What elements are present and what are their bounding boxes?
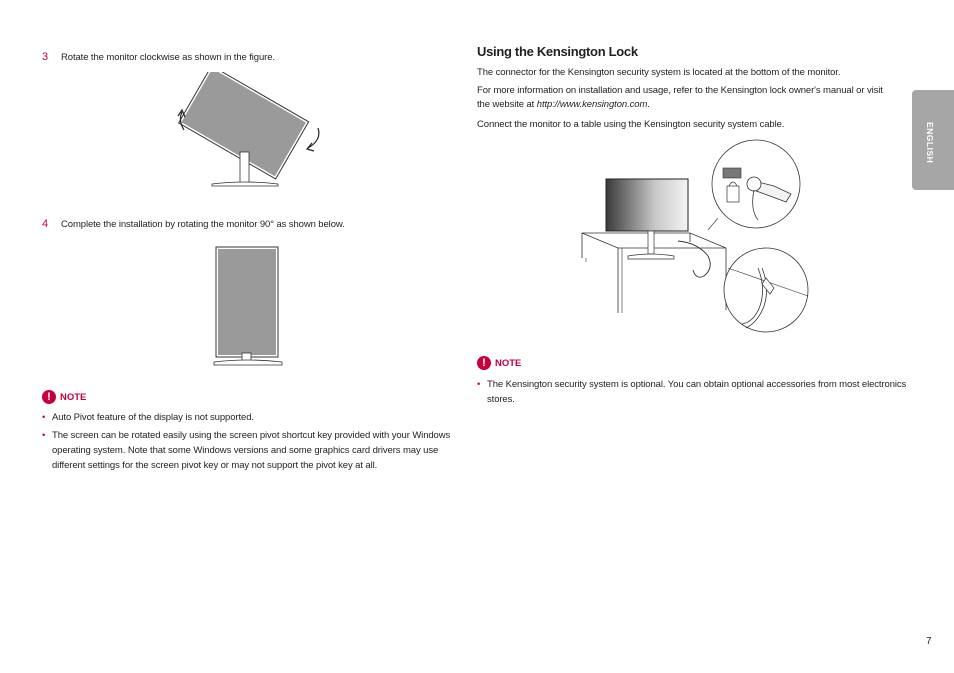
- alert-icon: !: [42, 390, 56, 404]
- paragraph-connector: The connector for the Kensington security system is located at the bottom of the monitor.: [477, 67, 841, 78]
- more-info-suffix: .: [647, 99, 650, 110]
- left-note-label: NOTE: [60, 391, 87, 403]
- language-tab-label: ENGLISH: [925, 122, 935, 164]
- right-note-label: NOTE: [495, 357, 522, 369]
- step-4-number: 4: [42, 218, 49, 230]
- bullet-icon: •: [42, 430, 46, 441]
- lock-closeup-bottom: [724, 248, 808, 332]
- bullet-icon: •: [42, 412, 46, 423]
- portrait-stand-base: [214, 360, 282, 365]
- list-item: [477, 377, 907, 407]
- right-note-list: [477, 377, 907, 407]
- padlock-icon: [727, 186, 739, 202]
- monitor-stand-neck: [240, 152, 249, 184]
- list-item: [42, 428, 454, 473]
- right-note-bullet-1: The Kensington security system is optional. You can obtain optional accessories from most electronics stores.: [487, 379, 907, 405]
- alert-icon: !: [477, 356, 491, 370]
- list-item: [42, 410, 454, 425]
- rotate-monitor-figure: [170, 72, 330, 190]
- kensington-link[interactable]: http://www.kensington.com: [536, 99, 648, 110]
- left-note-list: [42, 410, 454, 473]
- left-note-bullet-1: Auto Pivot feature of the display is not supported.: [52, 412, 254, 423]
- left-note-bullet-2: The screen can be rotated easily using the screen pivot shortcut key provided with your Windows operating system. Note that some Windows versions and some graphics card drivers may use different settings for the screen pivot key or may not support the pivot key at all.: [52, 430, 451, 471]
- section-title: Using the Kensington Lock: [477, 44, 638, 59]
- right-note-header: [477, 356, 521, 370]
- step-3-text: Rotate the monitor clockwise as shown in the figure.: [61, 52, 275, 63]
- monitor-stand-base: [212, 182, 278, 186]
- lock-slot: [723, 168, 741, 178]
- kensington-lock-figure: [578, 138, 813, 334]
- portrait-monitor-figure: [210, 245, 286, 367]
- bullet-icon: •: [477, 379, 481, 390]
- language-tab: [912, 90, 954, 190]
- step-3-number: 3: [42, 51, 49, 63]
- more-info-text: For more information on installation and usage, refer to the Kensington lock owner's manual or visit the website at: [477, 85, 883, 110]
- paragraph-more-info: [477, 84, 897, 112]
- left-note-header: [42, 390, 86, 404]
- paragraph-connect: Connect the monitor to a table using the Kensington security system cable.: [477, 119, 785, 130]
- desk-monitor: [606, 179, 688, 231]
- step-4-text: Complete the installation by rotating the monitor 90° as shown below.: [61, 219, 345, 230]
- page-number: 7: [926, 636, 932, 647]
